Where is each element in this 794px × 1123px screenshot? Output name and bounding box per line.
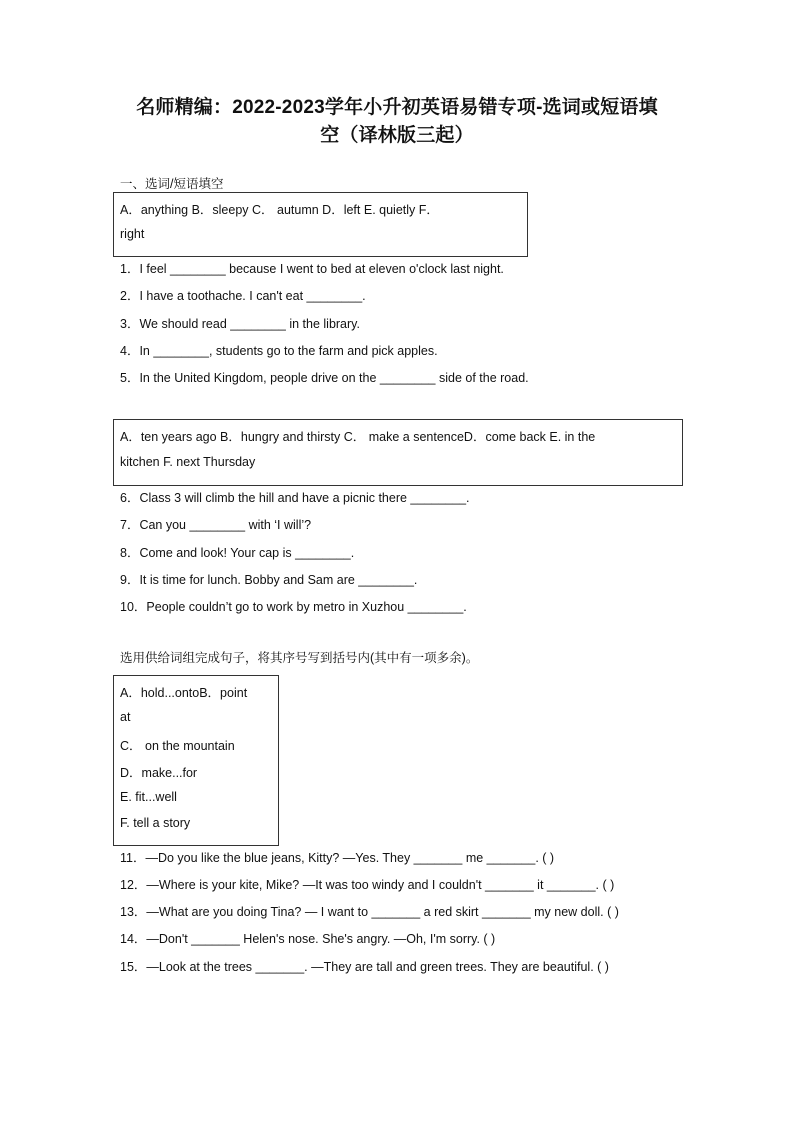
question-15: 15．—Look at the trees _______. —They are tall and green trees. They are beautiful. ( ) — [120, 960, 609, 974]
title-line-1: 名师精编：2022-2023学年小升初英语易错专项-选词或短语填 — [136, 97, 658, 118]
word-bank-1-line-1: A．anything B．sleepy C． autumn D．left E. quietly F． — [120, 203, 439, 217]
phrase-bank-line-5: E. fit...well — [120, 790, 177, 804]
question-9: 9．It is time for lunch. Bobby and Sam are ________. — [120, 573, 418, 587]
word-bank-2-line-1: A．ten years ago B．hungry and thirsty C． make a sentenceD．come back E. in the — [120, 430, 596, 444]
phrase-bank-line-1: A．hold...ontoB．point — [120, 686, 248, 700]
section-2-instruction: 选用供给词组完成句子，将其序号写到括号内(其中有一项多余)。 — [120, 651, 479, 665]
question-14: 14．—Don't _______ Helen's nose. She's angry. —Oh, I'm sorry. ( ) — [120, 932, 496, 946]
word-bank-2-line-2: kitchen F. next Thursday — [120, 455, 256, 469]
question-12: 12．—Where is your kite, Mike? —It was too windy and I couldn't _______ it _______. ( ) — [120, 878, 615, 892]
question-4: 4．In ________, students go to the farm and pick apples. — [120, 344, 438, 358]
question-1: 1．I feel ________ because I went to bed at eleven o'clock last night. — [120, 262, 504, 276]
phrase-bank-line-3: C． on the mountain — [120, 739, 235, 753]
question-11: 11．—Do you like the blue jeans, Kitty? —Yes. They _______ me _______. ( ) — [120, 851, 555, 865]
question-2: 2．I have a toothache. I can't eat ________. — [120, 289, 366, 303]
question-5: 5．In the United Kingdom, people drive on the ________ side of the road. — [120, 371, 529, 385]
question-8: 8．Come and look! Your cap is ________. — [120, 546, 355, 560]
word-bank-1-line-2: right — [120, 227, 145, 241]
title-line-2: 空（译林版三起） — [320, 125, 474, 146]
phrase-bank-line-4: D．make...for — [120, 766, 198, 780]
phrase-bank-line-6: F. tell a story — [120, 816, 191, 830]
page-title — [100, 94, 694, 150]
question-7: 7．Can you ________ with ‘I will’? — [120, 518, 312, 532]
question-6: 6．Class 3 will climb the hill and have a picnic there ________. — [120, 491, 470, 505]
question-10: 10．People couldn’t go to work by metro in Xuzhou ________. — [120, 600, 467, 614]
question-3: 3．We should read ________ in the library. — [120, 317, 360, 331]
question-13: 13．—What are you doing Tina? — I want to _______ a red skirt _______ my new doll. ( ) — [120, 905, 619, 919]
section-heading: 一、选词/短语填空 — [120, 177, 224, 191]
phrase-bank-line-2: at — [120, 710, 131, 724]
